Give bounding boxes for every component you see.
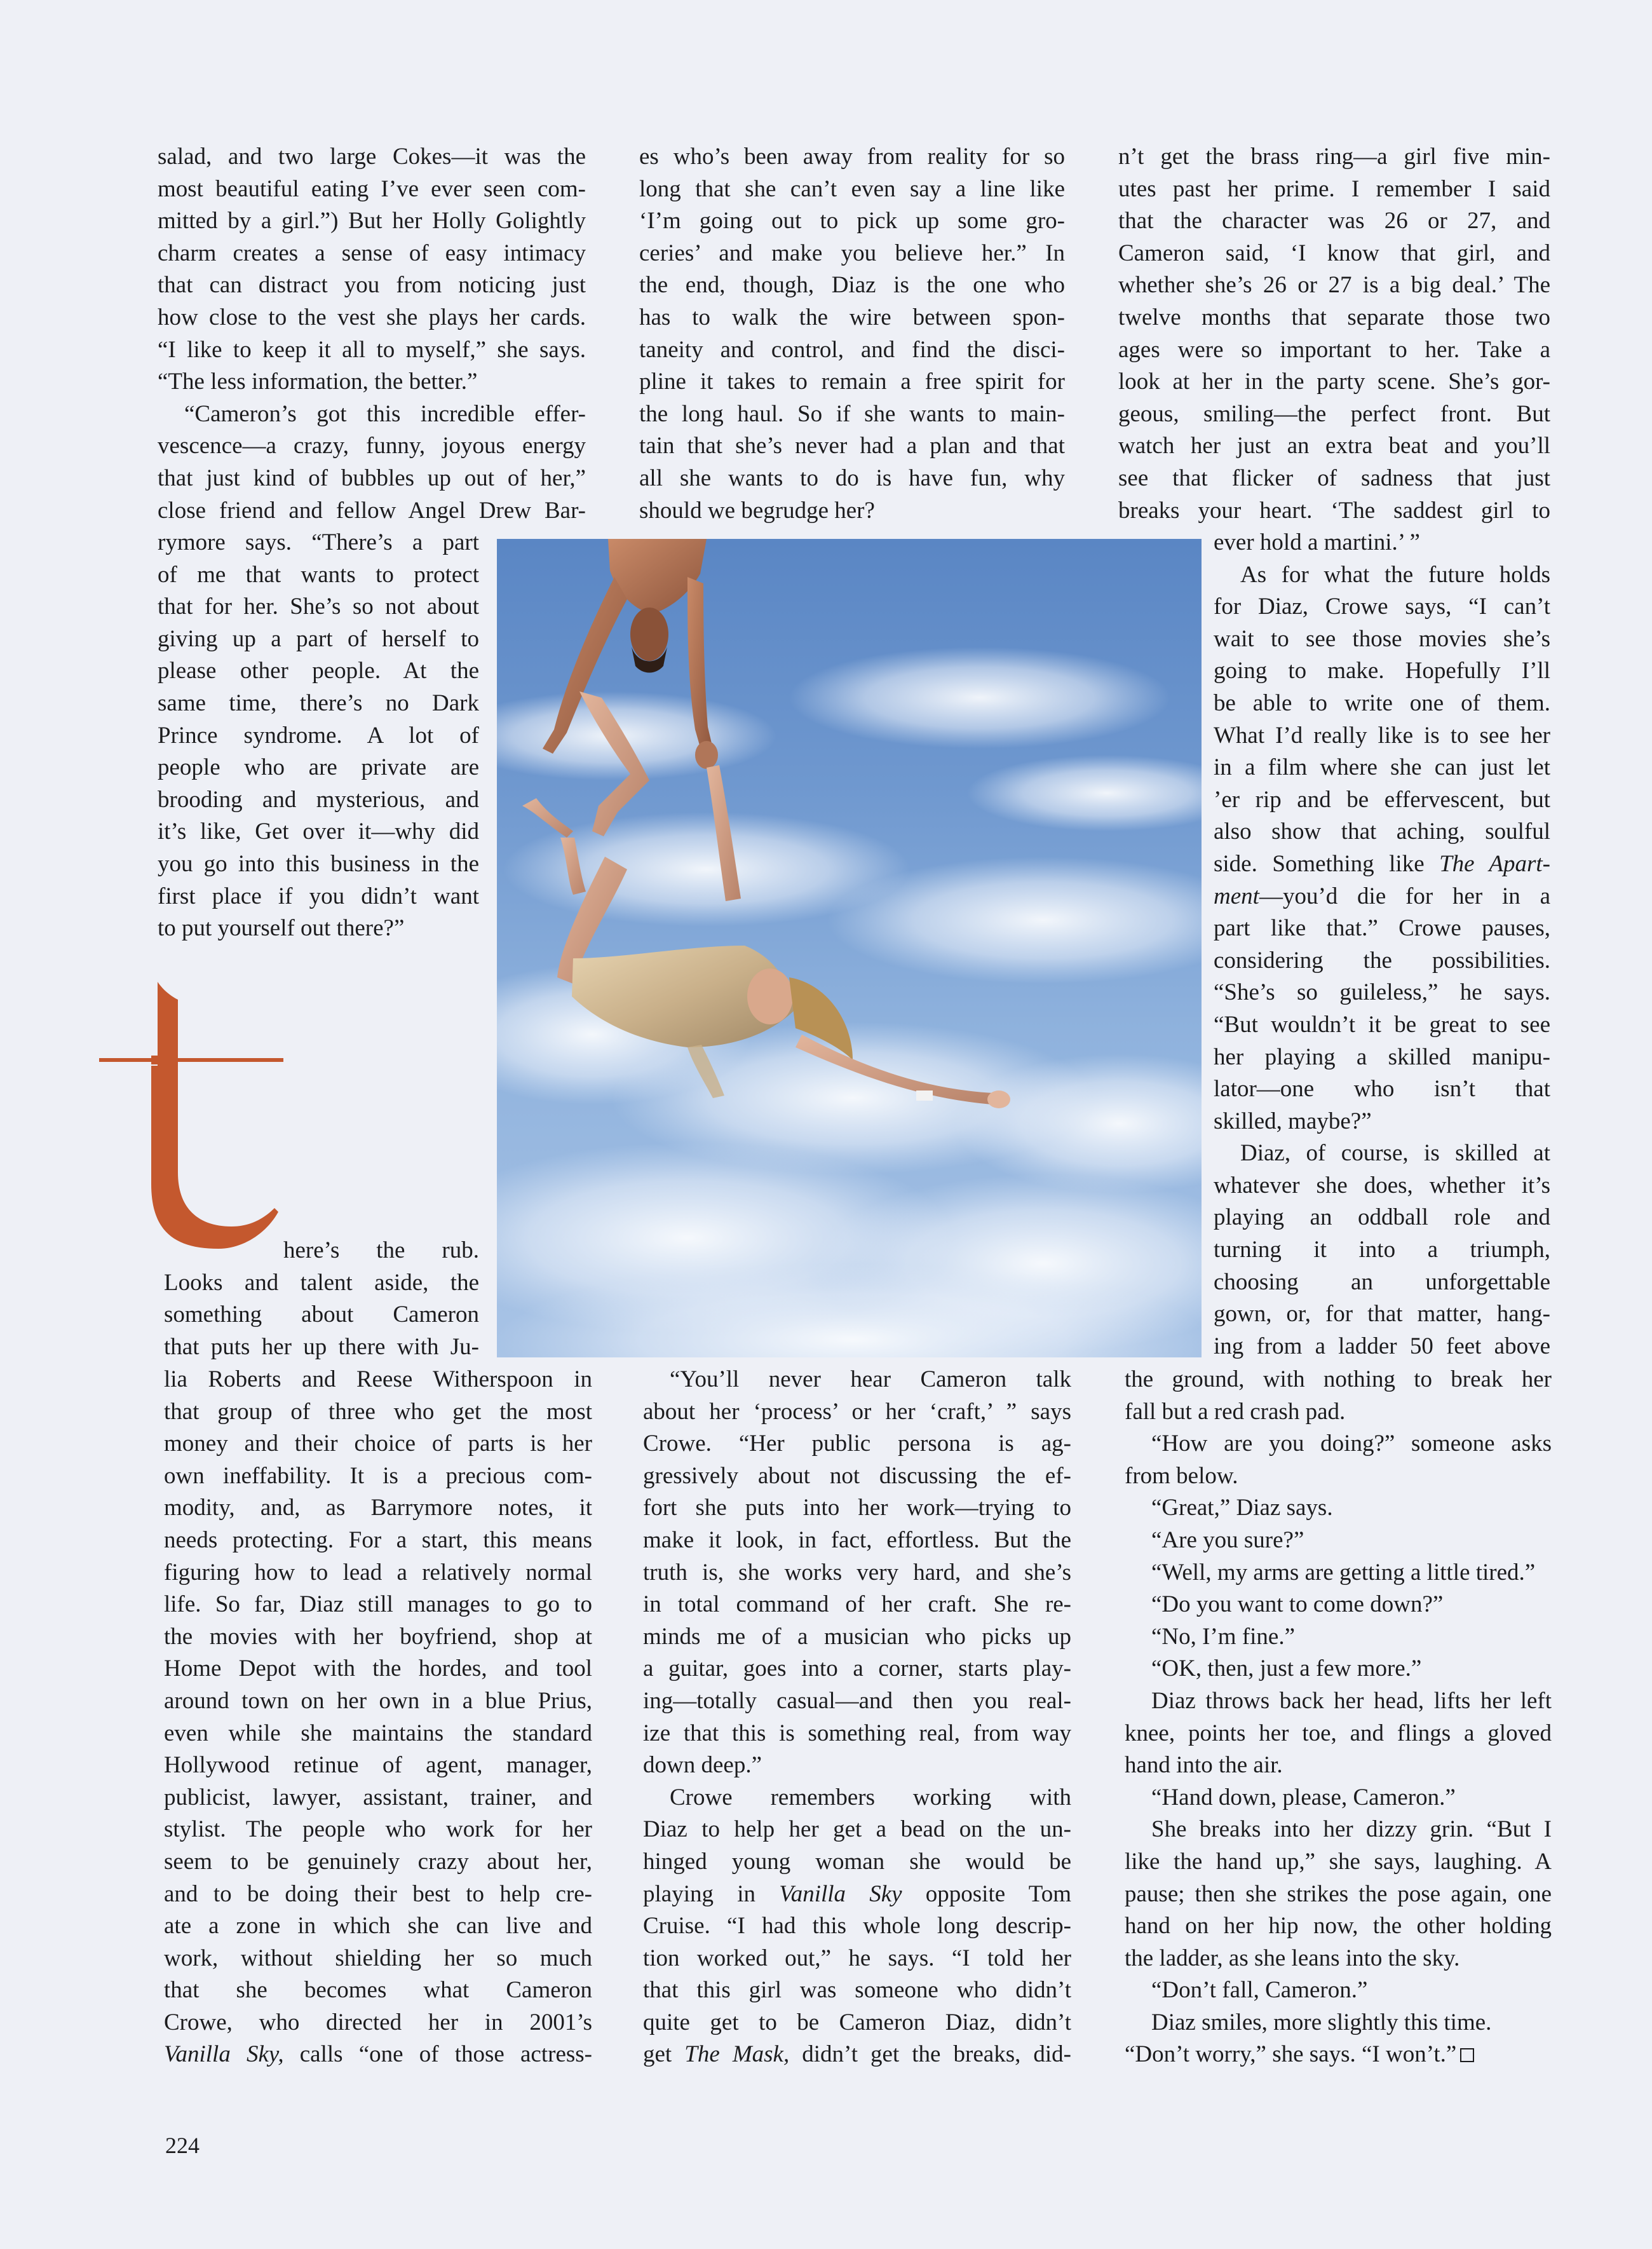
- text-line: also show that aching, soulful: [1214, 819, 1550, 845]
- text-line: ceries’ and make you believe her.” In: [639, 240, 1065, 266]
- text-line: around town on her own in a blue Prius,: [164, 1687, 592, 1714]
- text-line: down deep.”: [643, 1752, 762, 1779]
- text-line: “How are you doing?” someone asks: [1151, 1430, 1552, 1457]
- text-fragment: didn’t get the breaks, did-: [789, 2041, 1071, 2068]
- text-line: “Don’t fall, Cameron.”: [1151, 1977, 1368, 2004]
- text-line: see that flicker of sadness that just: [1118, 465, 1550, 491]
- text-line: that this girl was someone who didn’t: [643, 1977, 1071, 2004]
- text-line: truth is, she works very hard, and she’s: [643, 1559, 1071, 1586]
- text-line: ing from a ladder 50 feet above: [1214, 1333, 1550, 1359]
- text-line: “Are you sure?”: [1151, 1526, 1304, 1553]
- text-line: lator—one who isn’t that: [1214, 1076, 1550, 1103]
- text-line: skilled, maybe?”: [1214, 1108, 1372, 1134]
- text-line: the ground, with nothing to break her: [1125, 1366, 1552, 1392]
- col2-block-b: [643, 1364, 1071, 2071]
- text-line: Crowe. “Her public persona is ag-: [643, 1430, 1071, 1457]
- italic-title: Vanilla Sky,: [164, 2041, 284, 2068]
- text-line: you go into this business in the: [158, 850, 479, 877]
- text-line: As for what the future holds: [1240, 561, 1550, 588]
- text-line: that just kind of bubbles up out of her,”: [158, 465, 586, 491]
- text-line: the movies with her boyfriend, shop at: [164, 1623, 592, 1650]
- text-line: a guitar, goes into a corner, starts play-: [643, 1655, 1071, 1682]
- text-line: ever hold a martini.’ ”: [1214, 529, 1420, 555]
- text-line: “You’ll never hear Cameron talk: [670, 1366, 1071, 1392]
- text-line: something about Cameron: [164, 1301, 479, 1328]
- text-line: the ladder, as she leans into the sky.: [1125, 1945, 1460, 1971]
- col1-block-e: [164, 1364, 592, 2071]
- text-line: same time, there’s no Dark: [158, 690, 479, 716]
- col3-block-a: [1118, 141, 1550, 527]
- text-line: here’s the rub.: [283, 1237, 479, 1263]
- text-line: Diaz smiles, more slightly this time.: [1151, 2009, 1492, 2035]
- text-line: playing an oddball role and: [1214, 1204, 1550, 1231]
- text-line: modity, and, as Barrymore notes, it: [164, 1495, 592, 1521]
- text-line: even while she maintains the standard: [164, 1720, 592, 1746]
- text-line: tion worked out,” he says. “I told her: [643, 1945, 1071, 1971]
- text-line: Hollywood retinue of agent, manager,: [164, 1752, 592, 1779]
- text-fragment: —you’d die for her in a: [1259, 883, 1550, 909]
- text-line: gressively about not discussing the ef-: [643, 1462, 1071, 1489]
- text-fragment: “Don’t worry,” she says. “I won’t.”: [1125, 2041, 1457, 2068]
- text-line: like the hand up,” she says, laughing. A: [1125, 1848, 1552, 1875]
- text-line: Prince syndrome. A lot of: [158, 722, 479, 749]
- text-line: that group of three who get the most: [164, 1398, 592, 1425]
- col1-block-c: [158, 527, 479, 945]
- text-line: Crowe remembers working with: [670, 1784, 1071, 1811]
- col3-block-f: [1125, 1364, 1552, 2071]
- italic-title: Vanilla Sky: [779, 1880, 902, 1907]
- text-line: ize that this is something real, from way: [643, 1720, 1071, 1746]
- text-line: [164, 2039, 592, 2071]
- text-line: rymore says. “There’s a part: [158, 529, 479, 555]
- text-line: mitted by a girl.”) But her Holly Golightly: [158, 208, 586, 234]
- text-line: Looks and talent aside, the: [164, 1269, 479, 1296]
- text-line: giving up a part of herself to: [158, 625, 479, 652]
- text-line: Cruise. “I had this whole long descrip-: [643, 1913, 1071, 1940]
- text-line: “Great,” Diaz says.: [1151, 1495, 1333, 1521]
- text-line: for Diaz, Crowe says, “I can’t: [1214, 594, 1550, 620]
- text-line: taneity and control, and find the disci-: [639, 336, 1065, 363]
- col3-block-c: [1214, 527, 1550, 1362]
- text-line: fall but a red crash pad.: [1125, 1398, 1346, 1425]
- text-line: vescence—a crazy, funny, joyous energy: [158, 433, 586, 459]
- text-line: figuring how to lead a relatively normal: [164, 1559, 592, 1586]
- text-line: the long haul. So if she wants to main-: [639, 400, 1065, 427]
- col2-block-a: [639, 141, 1065, 527]
- text-line: “Hand down, please, Cameron.”: [1151, 1784, 1456, 1811]
- text-line: Diaz, of course, is skilled at: [1240, 1140, 1550, 1167]
- text-line: Diaz throws back her head, lifts her left: [1151, 1687, 1552, 1714]
- text-line: ’er rip and be effervescent, but: [1214, 786, 1550, 813]
- text-line: brooding and mysterious, and: [158, 786, 479, 813]
- page-number: 224: [165, 2133, 200, 2158]
- text-fragment: playing in: [643, 1880, 780, 1907]
- text-line: publicist, lawyer, assistant, trainer, and: [164, 1784, 592, 1811]
- text-line: to put yourself out there?”: [158, 915, 405, 942]
- text-fragment: opposite Tom: [902, 1880, 1072, 1907]
- text-line: it’s like, Get over it—why did: [158, 819, 479, 845]
- text-line: ages were so important to her. Take a: [1118, 336, 1550, 363]
- text-line: about her ‘process’ or her ‘craft,’ ” says: [643, 1398, 1071, 1425]
- text-line: watch her just an extra beat and you’ll: [1118, 433, 1550, 459]
- text-line: that she becomes what Cameron: [164, 1977, 592, 2004]
- text-line: wait to see those movies she’s: [1214, 625, 1550, 652]
- text-line: lia Roberts and Reese Witherspoon in: [164, 1366, 592, 1392]
- text-line: salad, and two large Cokes—it was the: [158, 144, 586, 170]
- text-line: that can distract you from noticing just: [158, 272, 586, 299]
- text-line: people who are private are: [158, 754, 479, 781]
- text-line: “Do you want to come down?”: [1151, 1591, 1444, 1618]
- text-line: twelve months that separate those two: [1118, 304, 1550, 330]
- text-line: [643, 2039, 1071, 2071]
- text-line: quite get to be Cameron Diaz, didn’t: [643, 2009, 1071, 2035]
- text-line: long that she can’t even say a line like: [639, 175, 1065, 202]
- text-line: that puts her up there with Ju-: [164, 1333, 479, 1360]
- italic-title: The Mask,: [684, 2041, 790, 2068]
- text-line: life. So far, Diaz still manages to go to: [164, 1591, 592, 1618]
- text-line: from below.: [1125, 1462, 1238, 1489]
- text-line: ‘I’m going out to pick up some gro-: [639, 208, 1065, 234]
- end-mark-icon: [1460, 2048, 1474, 2062]
- text-line: ate a zone in which she can live and: [164, 1913, 592, 1940]
- text-line: What I’d really like is to see her: [1214, 722, 1550, 749]
- text-line: of me that wants to protect: [158, 561, 479, 588]
- text-line: es who’s been away from reality for so: [639, 144, 1065, 170]
- text-line: pline it takes to remain a free spirit for: [639, 369, 1065, 395]
- text-line: most beautiful eating I’ve ever seen com-: [158, 175, 586, 202]
- text-line: [643, 1879, 1071, 1911]
- text-line: ing—totally casual—and then you real-: [643, 1687, 1071, 1714]
- text-line: going to make. Hopefully I’ll: [1214, 658, 1550, 684]
- text-line: whether she’s 26 or 27 is a big deal.’ The: [1118, 272, 1550, 299]
- text-line: [1125, 2039, 1552, 2071]
- text-line: “I like to keep it all to myself,” she says.: [158, 336, 586, 363]
- text-line: hand on her hip now, the other holding: [1125, 1913, 1552, 1940]
- text-fragment: side. Something like: [1214, 850, 1440, 877]
- text-line: please other people. At the: [158, 658, 479, 684]
- text-line: whatever she does, whether it’s: [1214, 1172, 1550, 1199]
- italic-title: The Apart-: [1439, 850, 1550, 877]
- text-line: “She’s so guileless,” he says.: [1214, 979, 1550, 1006]
- text-line: close friend and fellow Angel Drew Bar-: [158, 497, 586, 524]
- text-line: n’t get the brass ring—a girl five min-: [1118, 144, 1550, 170]
- text-line: hand into the air.: [1125, 1752, 1283, 1779]
- text-line: Diaz to help her get a bead on the un-: [643, 1816, 1071, 1843]
- text-line: look at her in the party scene. She’s gor-: [1118, 369, 1550, 395]
- text-line: and to be doing their best to help cre-: [164, 1880, 592, 1907]
- text-line: own ineffability. It is a precious com-: [164, 1462, 592, 1489]
- text-line: has to walk the wire between spon-: [639, 304, 1065, 330]
- sky-with-acrobats-image: [497, 539, 1202, 1357]
- text-line: first place if you didn’t want: [158, 883, 479, 909]
- text-line: pause; then she strikes the pose again, one: [1125, 1880, 1552, 1907]
- text-line: stylist. The people who work for her: [164, 1816, 592, 1843]
- text-line: “OK, then, just a few more.”: [1151, 1655, 1422, 1682]
- acrobat-photo: [497, 539, 1202, 1357]
- text-line: make it look, in fact, effortless. But the: [643, 1526, 1071, 1553]
- text-line: “No, I’m fine.”: [1151, 1623, 1296, 1650]
- text-line: in total command of her craft. She re-: [643, 1591, 1071, 1618]
- text-line: in a film where she can just let: [1214, 754, 1550, 781]
- text-line: choosing an unforgettable: [1214, 1268, 1550, 1295]
- text-line: knee, points her toe, and flings a gloved: [1125, 1720, 1552, 1746]
- text-line: Cameron said, ‘I know that girl, and: [1118, 240, 1550, 266]
- text-line: that the character was 26 or 27, and: [1118, 208, 1550, 234]
- col1-block-d: [164, 1235, 479, 1363]
- text-line: Crowe, who directed her in 2001’s: [164, 2009, 592, 2035]
- text-line: hinged young woman she would be: [643, 1848, 1071, 1875]
- text-fragment: get: [643, 2041, 685, 2068]
- text-line: that for her. She’s so not about: [158, 594, 479, 620]
- drop-cap-t: [99, 982, 290, 1249]
- text-line: all she wants to do is have fun, why: [639, 465, 1065, 491]
- text-line: how close to the vest she plays her cards.: [158, 304, 586, 330]
- text-line: tain that she’s never had a plan and that: [639, 433, 1065, 459]
- text-line: “But wouldn’t it be great to see: [1214, 1011, 1550, 1038]
- col1-block-a: [158, 141, 586, 527]
- text-line: utes past her prime. I remember I said: [1118, 175, 1550, 202]
- text-line: [1214, 848, 1550, 881]
- text-line: money and their choice of parts is her: [164, 1430, 592, 1457]
- text-line: needs protecting. For a start, this means: [164, 1526, 592, 1553]
- text-line: her playing a skilled manipu-: [1214, 1043, 1550, 1070]
- text-line: the end, though, Diaz is the one who: [639, 272, 1065, 299]
- italic-title: ment: [1214, 883, 1259, 909]
- text-line: part like that.” Crowe pauses,: [1214, 915, 1550, 942]
- text-line: breaks your heart. ‘The saddest girl to: [1118, 497, 1550, 524]
- text-line: be able to write one of them.: [1214, 690, 1550, 716]
- text-line: “The less information, the better.”: [158, 369, 478, 395]
- text-line: geous, smiling—the perfect front. But: [1118, 400, 1550, 427]
- text-line: “Well, my arms are getting a little tired.”: [1151, 1559, 1536, 1586]
- text-line: should we begrudge her?: [639, 497, 875, 524]
- text-line: Home Depot with the hordes, and tool: [164, 1655, 592, 1682]
- text-line: “Cameron’s got this incredible effer-: [184, 400, 586, 427]
- text-line: [1214, 881, 1550, 913]
- text-line: gown, or, for that matter, hang-: [1214, 1301, 1550, 1328]
- text-fragment: calls “one of those actress-: [283, 2041, 592, 2068]
- text-line: work, without shielding her so much: [164, 1945, 592, 1971]
- text-line: seem to be genuinely crazy about her,: [164, 1848, 592, 1875]
- text-line: turning it into a triumph,: [1214, 1237, 1550, 1263]
- text-line: fort she puts into her work—trying to: [643, 1495, 1071, 1521]
- text-line: She breaks into her dizzy grin. “But I: [1151, 1816, 1552, 1843]
- text-line: considering the possibilities.: [1214, 947, 1550, 974]
- text-line: minds me of a musician who picks up: [643, 1623, 1071, 1650]
- text-line: charm creates a sense of easy intimacy: [158, 240, 586, 266]
